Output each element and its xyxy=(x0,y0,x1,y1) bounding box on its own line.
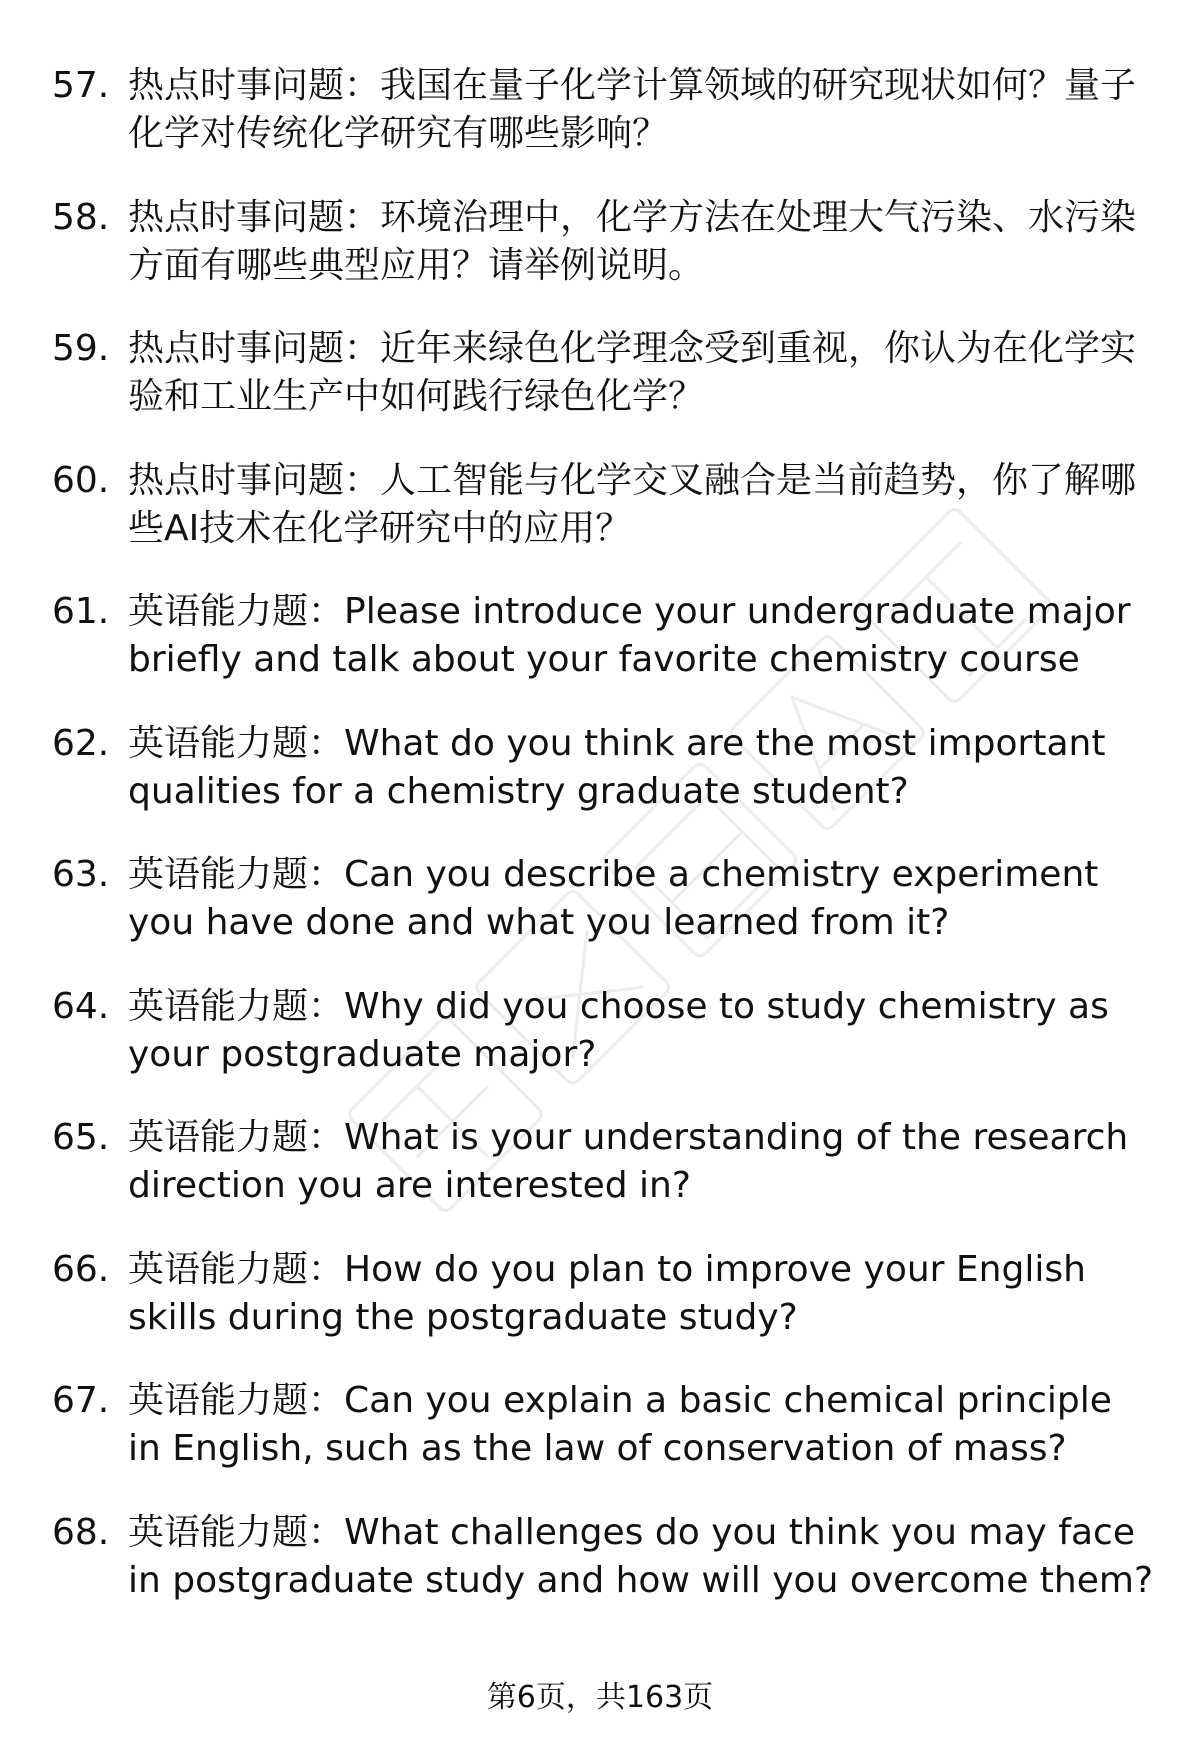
question-body xyxy=(128,851,1156,947)
question-number: 66. xyxy=(52,1248,110,1290)
question-category: 热点时事问题： xyxy=(128,459,381,501)
question-number: 61. xyxy=(52,591,110,632)
question-body xyxy=(128,983,1156,1079)
question-item xyxy=(0,1114,1200,1246)
page-footer xyxy=(0,1678,1200,1718)
question-number: 68. xyxy=(52,1511,110,1553)
page-number-label: 第6页，共163页 xyxy=(486,1680,714,1715)
question-item xyxy=(0,325,1200,457)
question-text: 我国在量子化学计算领域的研究现状如何？量子化学对传统化学研究有哪些影响？ xyxy=(128,65,1137,154)
question-text: 近年来绿色化学理念受到重视，你认为在化学实验和工业生产中如何践行绿色化学？ xyxy=(128,328,1137,417)
question-body xyxy=(128,1246,1156,1342)
question-text: Can you describe a chemistry experiment you have done and what you learned from it? xyxy=(128,854,1099,943)
question-body xyxy=(128,325,1156,421)
question-category: 英语能力题： xyxy=(128,591,345,632)
question-number: 62. xyxy=(52,722,110,764)
question-item xyxy=(0,720,1200,852)
question-category: 英语能力题： xyxy=(128,1380,345,1421)
question-text: What challenges do you think you may face in postgraduate study and how will you overcome them? xyxy=(128,1511,1154,1601)
question-category: 英语能力题： xyxy=(128,1248,345,1290)
question-category: 热点时事问题： xyxy=(128,196,381,238)
question-number: 59. xyxy=(52,328,110,369)
question-item xyxy=(0,1509,1200,1641)
question-number: 60. xyxy=(52,459,110,501)
question-body xyxy=(128,1509,1156,1605)
question-text: Can you explain a basic chemical principle in English, such as the law of conservation of mass? xyxy=(128,1380,1112,1469)
question-body xyxy=(128,1114,1156,1210)
question-category: 英语能力题： xyxy=(128,1117,345,1158)
question-number: 63. xyxy=(52,854,110,895)
question-item xyxy=(0,1246,1200,1378)
question-category: 英语能力题： xyxy=(128,722,345,764)
question-body xyxy=(128,194,1156,290)
question-text: What do you think are the most important qualities for a chemistry graduate student? xyxy=(128,722,1106,812)
question-list xyxy=(0,62,1200,1640)
question-text: 人工智能与化学交叉融合是当前趋势，你了解哪些AI技术在化学研究中的应用？ xyxy=(128,459,1137,549)
question-body xyxy=(128,720,1156,816)
question-category: 英语能力题： xyxy=(128,854,345,895)
question-text: Please introduce your undergraduate major briefly and talk about your favorite chemistry course xyxy=(128,591,1131,680)
question-item xyxy=(0,62,1200,194)
question-item xyxy=(0,983,1200,1115)
question-number: 65. xyxy=(52,1117,110,1158)
question-number: 58. xyxy=(52,196,110,238)
question-number: 67. xyxy=(52,1380,110,1421)
question-number: 64. xyxy=(52,985,110,1027)
question-item xyxy=(0,194,1200,326)
question-category: 英语能力题： xyxy=(128,985,345,1027)
question-item xyxy=(0,1377,1200,1509)
question-text: 环境治理中，化学方法在处理大气污染、水污染方面有哪些典型应用？请举例说明。 xyxy=(128,196,1137,286)
question-category: 热点时事问题： xyxy=(128,65,381,106)
question-text: What is your understanding of the research direction you are interested in? xyxy=(128,1117,1129,1206)
question-text: How do you plan to improve your English skills during the postgraduate study? xyxy=(128,1248,1086,1338)
question-body xyxy=(128,588,1156,684)
question-body xyxy=(128,1377,1156,1473)
question-category: 热点时事问题： xyxy=(128,328,381,369)
question-item xyxy=(0,457,1200,589)
question-number: 57. xyxy=(52,65,110,106)
question-category: 英语能力题： xyxy=(128,1511,345,1553)
question-body xyxy=(128,457,1156,553)
question-body xyxy=(128,62,1156,158)
question-item xyxy=(0,588,1200,720)
question-text: Why did you choose to study chemistry as your postgraduate major? xyxy=(128,985,1109,1075)
question-item xyxy=(0,851,1200,983)
